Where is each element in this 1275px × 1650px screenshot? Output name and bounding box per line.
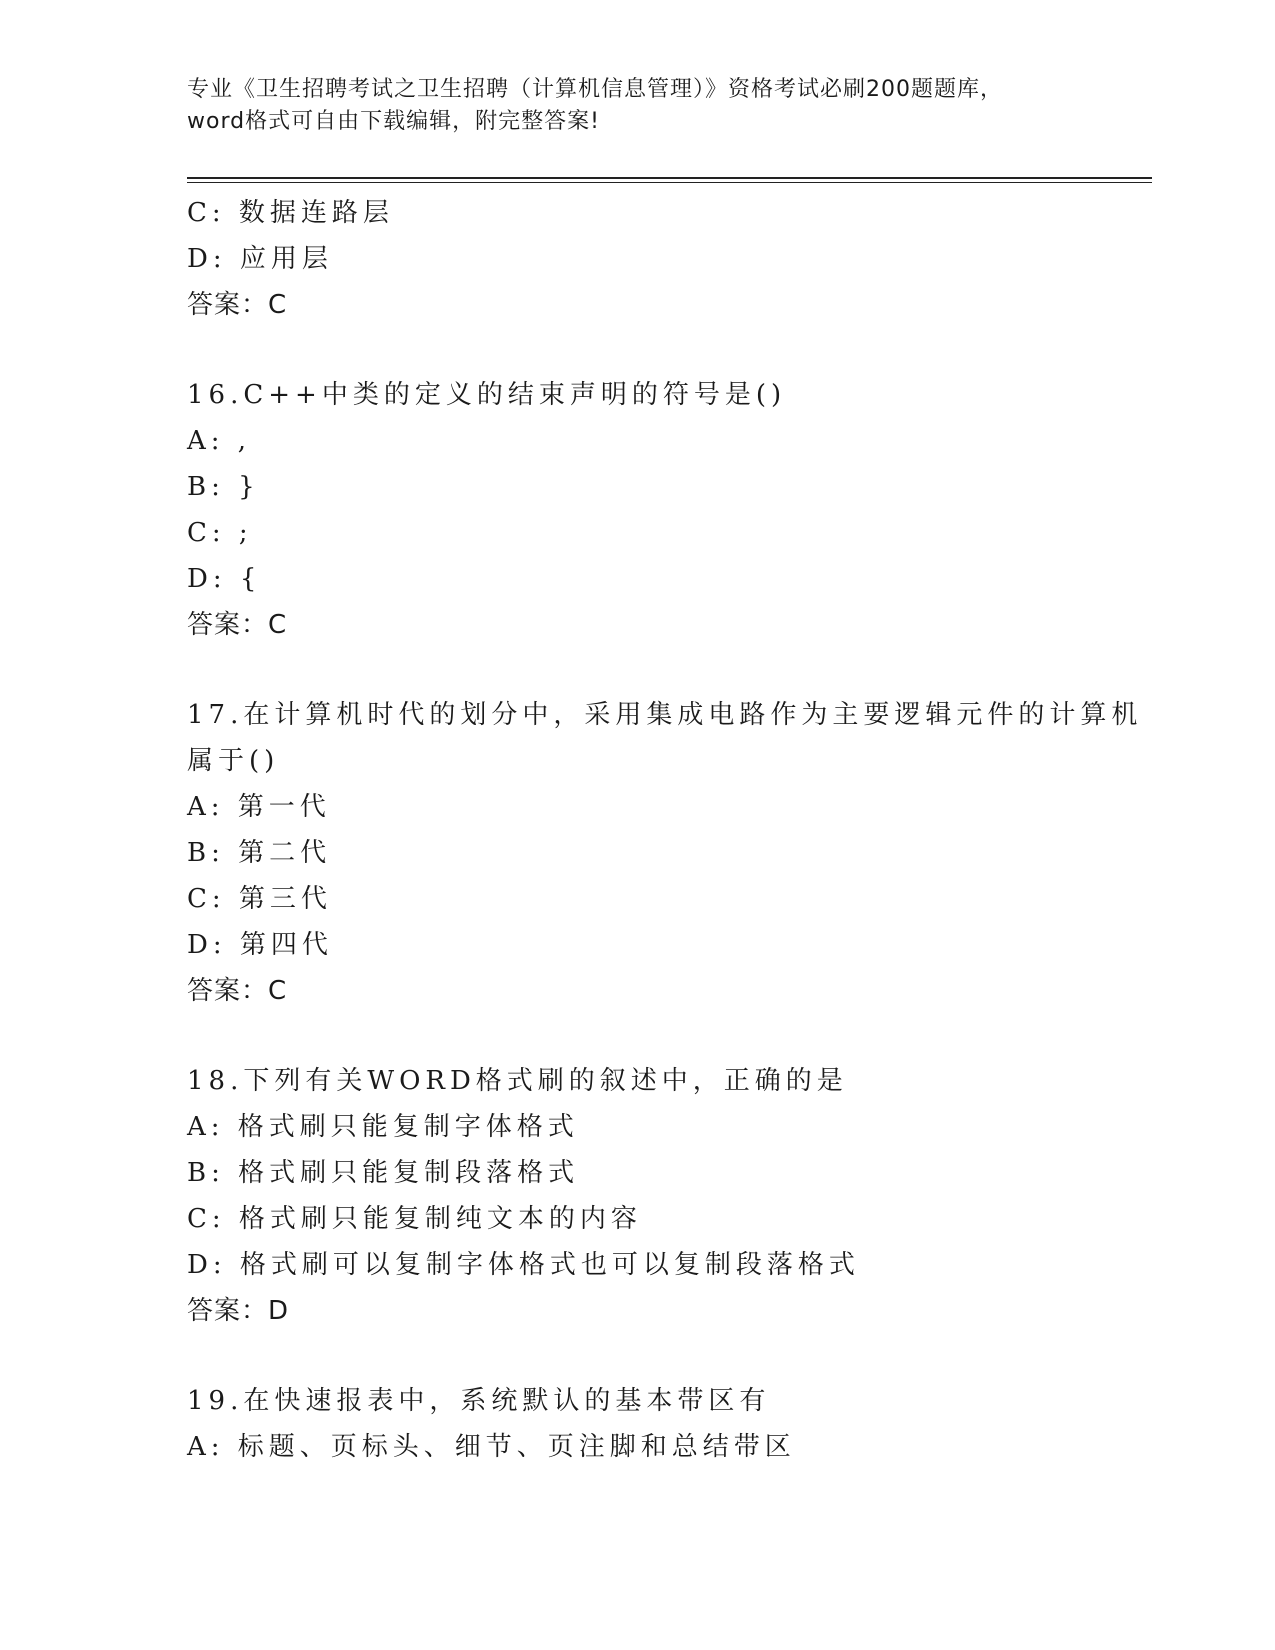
answer-line: 答案：D — [187, 1296, 290, 1326]
question-19 — [187, 1378, 1152, 1470]
option-b: B: } — [187, 472, 260, 502]
question-list — [187, 190, 1152, 1470]
question-gap — [187, 328, 1152, 372]
question-16 — [187, 372, 1152, 648]
question-15-partial — [187, 190, 1152, 328]
question-gap — [187, 1014, 1152, 1058]
question-17 — [187, 692, 1152, 1014]
option-d: D: { — [187, 564, 262, 594]
answer-line: 答案：C — [187, 976, 288, 1006]
option-a: A: 格式刷只能复制字体格式 — [187, 1112, 579, 1142]
option-d: D: 格式刷可以复制字体格式也可以复制段落格式 — [187, 1250, 860, 1280]
option-c: C: 第三代 — [187, 884, 332, 914]
question-stem: 18.下列有关WORD格式刷的叙述中，正确的是 — [187, 1066, 848, 1096]
question-stem: 19.在快速报表中，系统默认的基本带区有 — [187, 1386, 771, 1416]
question-gap — [187, 1334, 1152, 1378]
header-divider-thin — [187, 182, 1152, 183]
header-title-line-2: word格式可自由下载编辑，附完整答案! — [187, 109, 600, 134]
option-d: D: 第四代 — [187, 930, 333, 960]
question-stem-continued: 属于() — [187, 746, 280, 776]
option-c: C: 数据连路层 — [187, 198, 394, 228]
question-gap — [187, 648, 1152, 692]
header-divider-thick — [187, 177, 1152, 179]
option-a: A: , — [187, 426, 252, 456]
answer-line: 答案：C — [187, 610, 288, 640]
option-b: B: 格式刷只能复制段落格式 — [187, 1158, 580, 1188]
option-b: B: 第二代 — [187, 838, 332, 868]
option-a: A: 标题、页标头、细节、页注脚和总结带区 — [187, 1432, 796, 1462]
document-header — [187, 74, 1087, 138]
question-stem: 16.C++中类的定义的结束声明的符号是() — [187, 380, 787, 410]
option-c: C: ; — [187, 518, 253, 548]
option-d: D: 应用层 — [187, 244, 333, 274]
question-18 — [187, 1058, 1152, 1334]
answer-line: 答案：C — [187, 290, 288, 320]
question-stem: 17.在计算机时代的划分中，采用集成电路作为主要逻辑元件的计算机 — [187, 700, 1143, 730]
option-a: A: 第一代 — [187, 792, 331, 822]
header-title-line-1: 专业《卫生招聘考试之卫生招聘（计算机信息管理）》资格考试必刷200题题库， — [187, 77, 1003, 102]
option-c: C: 格式刷只能复制纯文本的内容 — [187, 1204, 642, 1234]
